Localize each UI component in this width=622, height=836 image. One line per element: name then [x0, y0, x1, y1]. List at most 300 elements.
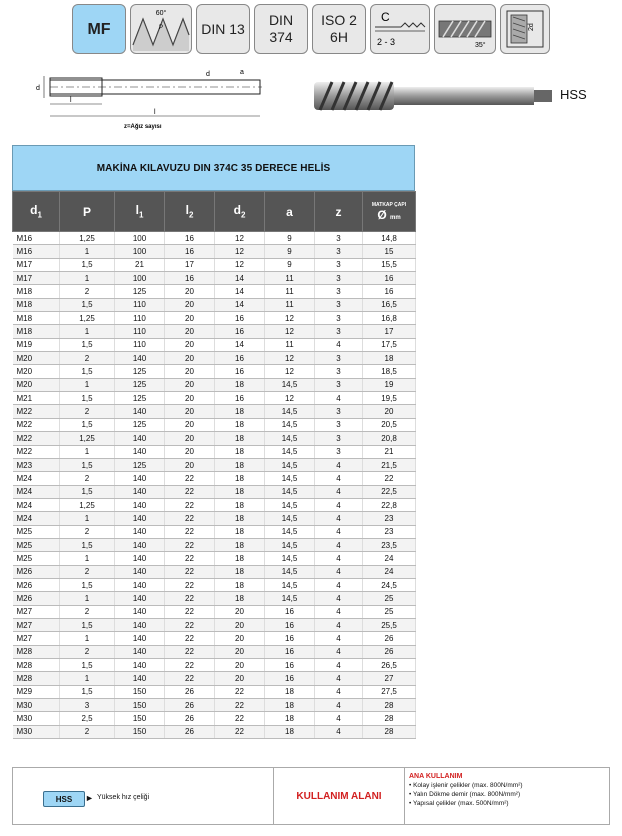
table-cell: 12 [215, 245, 265, 258]
table-cell: M27 [13, 632, 60, 645]
table-cell: 24 [363, 552, 416, 565]
table-cell: 12 [265, 352, 315, 365]
table-cell: 20 [165, 405, 215, 418]
table-cell: 22 [165, 632, 215, 645]
table-cell: 4 [315, 618, 363, 631]
arrow-right-icon: ► [85, 793, 94, 803]
table-cell: 18 [215, 432, 265, 445]
table-cell: 20 [165, 365, 215, 378]
table-cell: 22 [165, 472, 215, 485]
table-cell: 20 [215, 618, 265, 631]
table-row [13, 485, 416, 498]
table-cell: 20 [165, 325, 215, 338]
table-cell: 2,5 [60, 712, 115, 725]
table-cell: 22 [363, 472, 416, 485]
table-cell: 14,5 [265, 592, 315, 605]
table-cell: 9 [265, 232, 315, 245]
table-cell: M22 [13, 405, 60, 418]
table-cell: 150 [115, 712, 165, 725]
usage-title: KULLANIM ALANI [273, 768, 405, 824]
table-cell: 18 [215, 538, 265, 551]
table-cell: 125 [115, 392, 165, 405]
table-row [13, 618, 416, 631]
material-legend [13, 768, 273, 824]
table-row [13, 285, 416, 298]
table-cell: 140 [115, 485, 165, 498]
thread-profile-icon [131, 5, 191, 53]
table-row [13, 525, 416, 538]
table-cell: 16 [215, 325, 265, 338]
table-cell: 1,5 [60, 392, 115, 405]
table-cell: 3 [315, 405, 363, 418]
table-cell: 4 [315, 659, 363, 672]
svg-text:35°: 35° [475, 42, 486, 49]
table-row [13, 725, 416, 738]
table-row [13, 312, 416, 325]
table-cell: 22 [165, 485, 215, 498]
table-row [13, 538, 416, 551]
table-cell: 100 [115, 272, 165, 285]
table-cell: M18 [13, 298, 60, 311]
table-cell: 110 [115, 338, 165, 351]
table-cell: 18 [215, 418, 265, 431]
table-row [13, 232, 416, 245]
svg-text:2d: 2d [528, 23, 535, 31]
table-cell: 14 [215, 338, 265, 351]
table-cell: M19 [13, 338, 60, 351]
table-cell: 18 [215, 512, 265, 525]
table-cell: 140 [115, 578, 165, 591]
table-cell: 1,5 [60, 578, 115, 591]
table-cell: M21 [13, 392, 60, 405]
table-cell: M24 [13, 498, 60, 511]
table-title: MAKİNA KILAVUZU DIN 374C 35 DERECE HELİS [12, 145, 415, 191]
table-cell: 22,5 [363, 485, 416, 498]
table-cell: 22 [165, 592, 215, 605]
table-row [13, 659, 416, 672]
table-cell: 100 [115, 245, 165, 258]
table-cell: 26 [165, 725, 215, 738]
table-cell: 18 [215, 405, 265, 418]
table-cell: 17,5 [363, 338, 416, 351]
table-cell: 140 [115, 659, 165, 672]
table-cell: 1 [60, 272, 115, 285]
table-cell: 12 [215, 258, 265, 271]
table-cell: 3 [315, 258, 363, 271]
table-cell: 25 [363, 605, 416, 618]
table-cell: 22 [165, 672, 215, 685]
table-cell: 1 [60, 325, 115, 338]
table-cell: 4 [315, 552, 363, 565]
table-cell: 2 [60, 525, 115, 538]
table-cell: 16 [215, 365, 265, 378]
header-drill-diameter: MATKAP ÇAPI Ø mm [363, 192, 416, 232]
table-cell: 140 [115, 618, 165, 631]
table-cell: 22 [215, 725, 265, 738]
table-cell: 18 [215, 552, 265, 565]
table-cell: M16 [13, 232, 60, 245]
table-cell: 14,5 [265, 378, 315, 391]
table-row [13, 392, 416, 405]
header-a: a [265, 192, 315, 232]
table-cell: 16 [363, 272, 416, 285]
table-cell: 20 [165, 458, 215, 471]
table-cell: 20 [215, 645, 265, 658]
table-cell: 20 [165, 378, 215, 391]
table-cell: 20 [165, 392, 215, 405]
table-cell: 15,5 [363, 258, 416, 271]
table-row [13, 298, 416, 311]
table-cell: 25 [363, 592, 416, 605]
table-row [13, 378, 416, 391]
table-cell: 2 [60, 725, 115, 738]
usage-item: • Kolay işlenir çelikler (max. 800N/mm²) [409, 782, 523, 789]
table-cell: 22 [165, 618, 215, 631]
table-cell: 110 [115, 325, 165, 338]
table-cell: 3 [315, 365, 363, 378]
table-row [13, 685, 416, 698]
table-body [13, 232, 416, 739]
table-row [13, 418, 416, 431]
table-cell: 20 [165, 285, 215, 298]
table-cell: 4 [315, 712, 363, 725]
table-cell: 1 [60, 378, 115, 391]
table-cell: M30 [13, 725, 60, 738]
svg-text:d: d [36, 85, 40, 92]
table-cell: 9 [265, 245, 315, 258]
table-cell: 2 [60, 605, 115, 618]
table-cell: 14 [215, 272, 265, 285]
table-cell: 22 [215, 712, 265, 725]
spiral-tap-icon [310, 72, 560, 122]
table-cell: 14,5 [265, 498, 315, 511]
table-cell: 20 [215, 672, 265, 685]
table-cell: 11 [265, 298, 315, 311]
table-cell: 1,5 [60, 485, 115, 498]
table-cell: 140 [115, 672, 165, 685]
table-cell: 16 [215, 392, 265, 405]
table-row [13, 632, 416, 645]
table-cell: 4 [315, 498, 363, 511]
din374-badge: DIN 374 [254, 4, 308, 54]
table-cell: 22 [165, 659, 215, 672]
header-d2: $d_2$ [215, 192, 265, 232]
table-cell: 4 [315, 458, 363, 471]
table-row [13, 365, 416, 378]
table-cell: 125 [115, 458, 165, 471]
table-cell: 14,5 [265, 445, 315, 458]
chamfer-icon [371, 5, 429, 53]
table-cell: 18 [215, 565, 265, 578]
table-cell: 3 [315, 445, 363, 458]
usage-item: • Yalın Dökme demir (max. 800N/mm²) [409, 791, 521, 798]
table-cell: 1,25 [60, 432, 115, 445]
table-cell: 27,5 [363, 685, 416, 698]
helix-icon [435, 5, 495, 53]
table-cell: M25 [13, 538, 60, 551]
table-cell: 20 [363, 405, 416, 418]
table-cell: 20 [165, 352, 215, 365]
table-cell: 4 [315, 685, 363, 698]
table-cell: 4 [315, 578, 363, 591]
svg-text:a: a [240, 69, 244, 76]
table-row [13, 498, 416, 511]
table-cell: M30 [13, 699, 60, 712]
table-cell: 28 [363, 712, 416, 725]
table-cell: 24 [363, 565, 416, 578]
din13-badge: DIN 13 [196, 4, 250, 54]
table-cell: 1,5 [60, 258, 115, 271]
table-cell: 18 [363, 352, 416, 365]
table-cell: 22 [165, 498, 215, 511]
table-cell: 4 [315, 485, 363, 498]
table-cell: M20 [13, 365, 60, 378]
angle-label: 60° [155, 10, 167, 17]
table-cell: M26 [13, 578, 60, 591]
table-cell: 22 [215, 699, 265, 712]
table-cell: 21,5 [363, 458, 416, 471]
table-row [13, 405, 416, 418]
table-cell: 140 [115, 605, 165, 618]
table-cell: 18 [265, 712, 315, 725]
table-cell: 3 [315, 352, 363, 365]
table-row [13, 458, 416, 471]
table-cell: 14 [215, 298, 265, 311]
table-row [13, 338, 416, 351]
table-cell: 26 [165, 712, 215, 725]
table-cell: 140 [115, 565, 165, 578]
table-cell: 18 [265, 685, 315, 698]
table-row [13, 258, 416, 271]
table-cell: 22 [165, 552, 215, 565]
table-cell: 20 [165, 312, 215, 325]
thread-profile-badge [130, 4, 192, 54]
usage-details [409, 772, 609, 808]
table-cell: 125 [115, 418, 165, 431]
blind-hole-icon [501, 5, 549, 53]
table-cell: 18 [215, 485, 265, 498]
table-cell: 22 [165, 512, 215, 525]
svg-text:l: l [154, 109, 156, 116]
table-cell: 3 [315, 298, 363, 311]
table-cell: 19,5 [363, 392, 416, 405]
table-cell: 21 [115, 258, 165, 271]
table-cell: 4 [315, 338, 363, 351]
table-cell: 1,5 [60, 365, 115, 378]
table-cell: 18 [215, 378, 265, 391]
svg-text:C: C [381, 10, 390, 24]
table-cell: 1 [60, 512, 115, 525]
table-cell: 14,5 [265, 458, 315, 471]
table-cell: 1,5 [60, 418, 115, 431]
table-cell: 3 [315, 378, 363, 391]
table-cell: M28 [13, 659, 60, 672]
iso-badge: ISO 2 6H [312, 4, 366, 54]
table-cell: 12 [265, 325, 315, 338]
table-cell: 18 [265, 725, 315, 738]
table-cell: 140 [115, 512, 165, 525]
table-cell: M22 [13, 432, 60, 445]
table-cell: 1,5 [60, 659, 115, 672]
table-cell: 1 [60, 592, 115, 605]
table-cell: 22 [165, 605, 215, 618]
table-cell: 16 [215, 352, 265, 365]
table-cell: 22 [165, 538, 215, 551]
table-cell: 3 [60, 699, 115, 712]
table-cell: 4 [315, 632, 363, 645]
table-cell: 16 [265, 605, 315, 618]
table-cell: M20 [13, 352, 60, 365]
table-cell: 4 [315, 472, 363, 485]
table-cell: 2 [60, 645, 115, 658]
table-cell: 125 [115, 365, 165, 378]
table-cell: 2 [60, 405, 115, 418]
table-cell: 9 [265, 258, 315, 271]
table-cell: 1,25 [60, 232, 115, 245]
table-cell: 20 [215, 659, 265, 672]
table-cell: 22 [165, 565, 215, 578]
svg-text:d: d [206, 71, 210, 78]
table-cell: 3 [315, 432, 363, 445]
svg-text:2 - 3: 2 - 3 [377, 37, 396, 47]
table-cell: M25 [13, 525, 60, 538]
svg-text:z=Ağız sayısı: z=Ağız sayısı [124, 124, 162, 130]
table-cell: 18 [215, 578, 265, 591]
table-cell: 3 [315, 325, 363, 338]
table-cell: 3 [315, 245, 363, 258]
table-cell: 11 [265, 272, 315, 285]
table-cell: 16,8 [363, 312, 416, 325]
table-cell: M18 [13, 285, 60, 298]
table-cell: 16 [363, 285, 416, 298]
table-row [13, 699, 416, 712]
table-cell: 3 [315, 285, 363, 298]
table-row [13, 445, 416, 458]
table-cell: 18 [215, 472, 265, 485]
table-cell: 21 [363, 445, 416, 458]
table-cell: M22 [13, 445, 60, 458]
table-cell: 1 [60, 445, 115, 458]
table-cell: 1,5 [60, 538, 115, 551]
table-cell: M28 [13, 645, 60, 658]
table-cell: 24,5 [363, 578, 416, 591]
table-cell: 4 [315, 672, 363, 685]
table-cell: 140 [115, 552, 165, 565]
hss-description: Yüksek hız çeliği [97, 794, 150, 801]
table-cell: 14,5 [265, 512, 315, 525]
table-cell: 26 [165, 685, 215, 698]
table-cell: M27 [13, 605, 60, 618]
table-cell: M22 [13, 418, 60, 431]
table-cell: 4 [315, 645, 363, 658]
tap-outline-icon [30, 62, 270, 140]
table-cell: 140 [115, 525, 165, 538]
table-cell: M28 [13, 672, 60, 685]
table-cell: 125 [115, 378, 165, 391]
table-cell: 1,5 [60, 685, 115, 698]
table-cell: 14,5 [265, 578, 315, 591]
table-cell: 28 [363, 725, 416, 738]
table-cell: 1,25 [60, 312, 115, 325]
table-row [13, 605, 416, 618]
table-cell: 18 [215, 498, 265, 511]
table-cell: 12 [265, 312, 315, 325]
table-cell: 4 [315, 392, 363, 405]
chamfer-badge [370, 4, 430, 54]
table-cell: 150 [115, 685, 165, 698]
table-cell: 16 [265, 645, 315, 658]
table-cell: M24 [13, 485, 60, 498]
footer-panel [12, 767, 610, 825]
table-cell: 27 [363, 672, 416, 685]
depth-badge [500, 4, 550, 54]
table-cell: 14,5 [265, 405, 315, 418]
table-cell: 19 [363, 378, 416, 391]
hss-badge: HSS [43, 791, 85, 807]
table-cell: 3 [315, 232, 363, 245]
table-cell: 23 [363, 525, 416, 538]
table-cell: 16,5 [363, 298, 416, 311]
header-l2: $l_2$ [165, 192, 215, 232]
table-row [13, 472, 416, 485]
tap-dimension-drawing [30, 62, 270, 140]
table-row [13, 352, 416, 365]
usage-item: • Yapısal çelikler (max. 500N/mm²) [409, 800, 509, 807]
spec-badges [72, 4, 552, 58]
table-cell: M16 [13, 245, 60, 258]
table-cell: 4 [315, 699, 363, 712]
table-cell: 140 [115, 592, 165, 605]
table-row [13, 272, 416, 285]
table-cell: M27 [13, 618, 60, 631]
table-row [13, 645, 416, 658]
table-cell: 1 [60, 672, 115, 685]
table-cell: 4 [315, 512, 363, 525]
table-cell: 14,8 [363, 232, 416, 245]
table-cell: 22 [165, 578, 215, 591]
table-cell: 14,5 [265, 525, 315, 538]
table-cell: 28 [363, 699, 416, 712]
table-cell: 3 [315, 418, 363, 431]
table-cell: 18 [215, 592, 265, 605]
header-d1: $d_1$ [13, 192, 60, 232]
table-cell: 14,5 [265, 552, 315, 565]
table-cell: 140 [115, 645, 165, 658]
table-cell: 1,5 [60, 618, 115, 631]
table-cell: M17 [13, 258, 60, 271]
table-cell: 18,5 [363, 365, 416, 378]
table-cell: M23 [13, 458, 60, 471]
table-row [13, 512, 416, 525]
table-cell: 3 [315, 312, 363, 325]
svg-text:l: l [70, 97, 72, 104]
table-cell: 26,5 [363, 659, 416, 672]
table-cell: 20 [215, 632, 265, 645]
table-cell: 17 [165, 258, 215, 271]
table-cell: 22 [165, 525, 215, 538]
table-cell: 2 [60, 565, 115, 578]
table-cell: 15 [363, 245, 416, 258]
table-cell: 4 [315, 592, 363, 605]
table-cell: 26 [363, 632, 416, 645]
table-cell: 16 [215, 312, 265, 325]
table-cell: 14,5 [265, 472, 315, 485]
table-cell: 20,8 [363, 432, 416, 445]
table-cell: 140 [115, 632, 165, 645]
table-cell: 140 [115, 405, 165, 418]
table-cell: 1,5 [60, 458, 115, 471]
table-cell: 26 [363, 645, 416, 658]
